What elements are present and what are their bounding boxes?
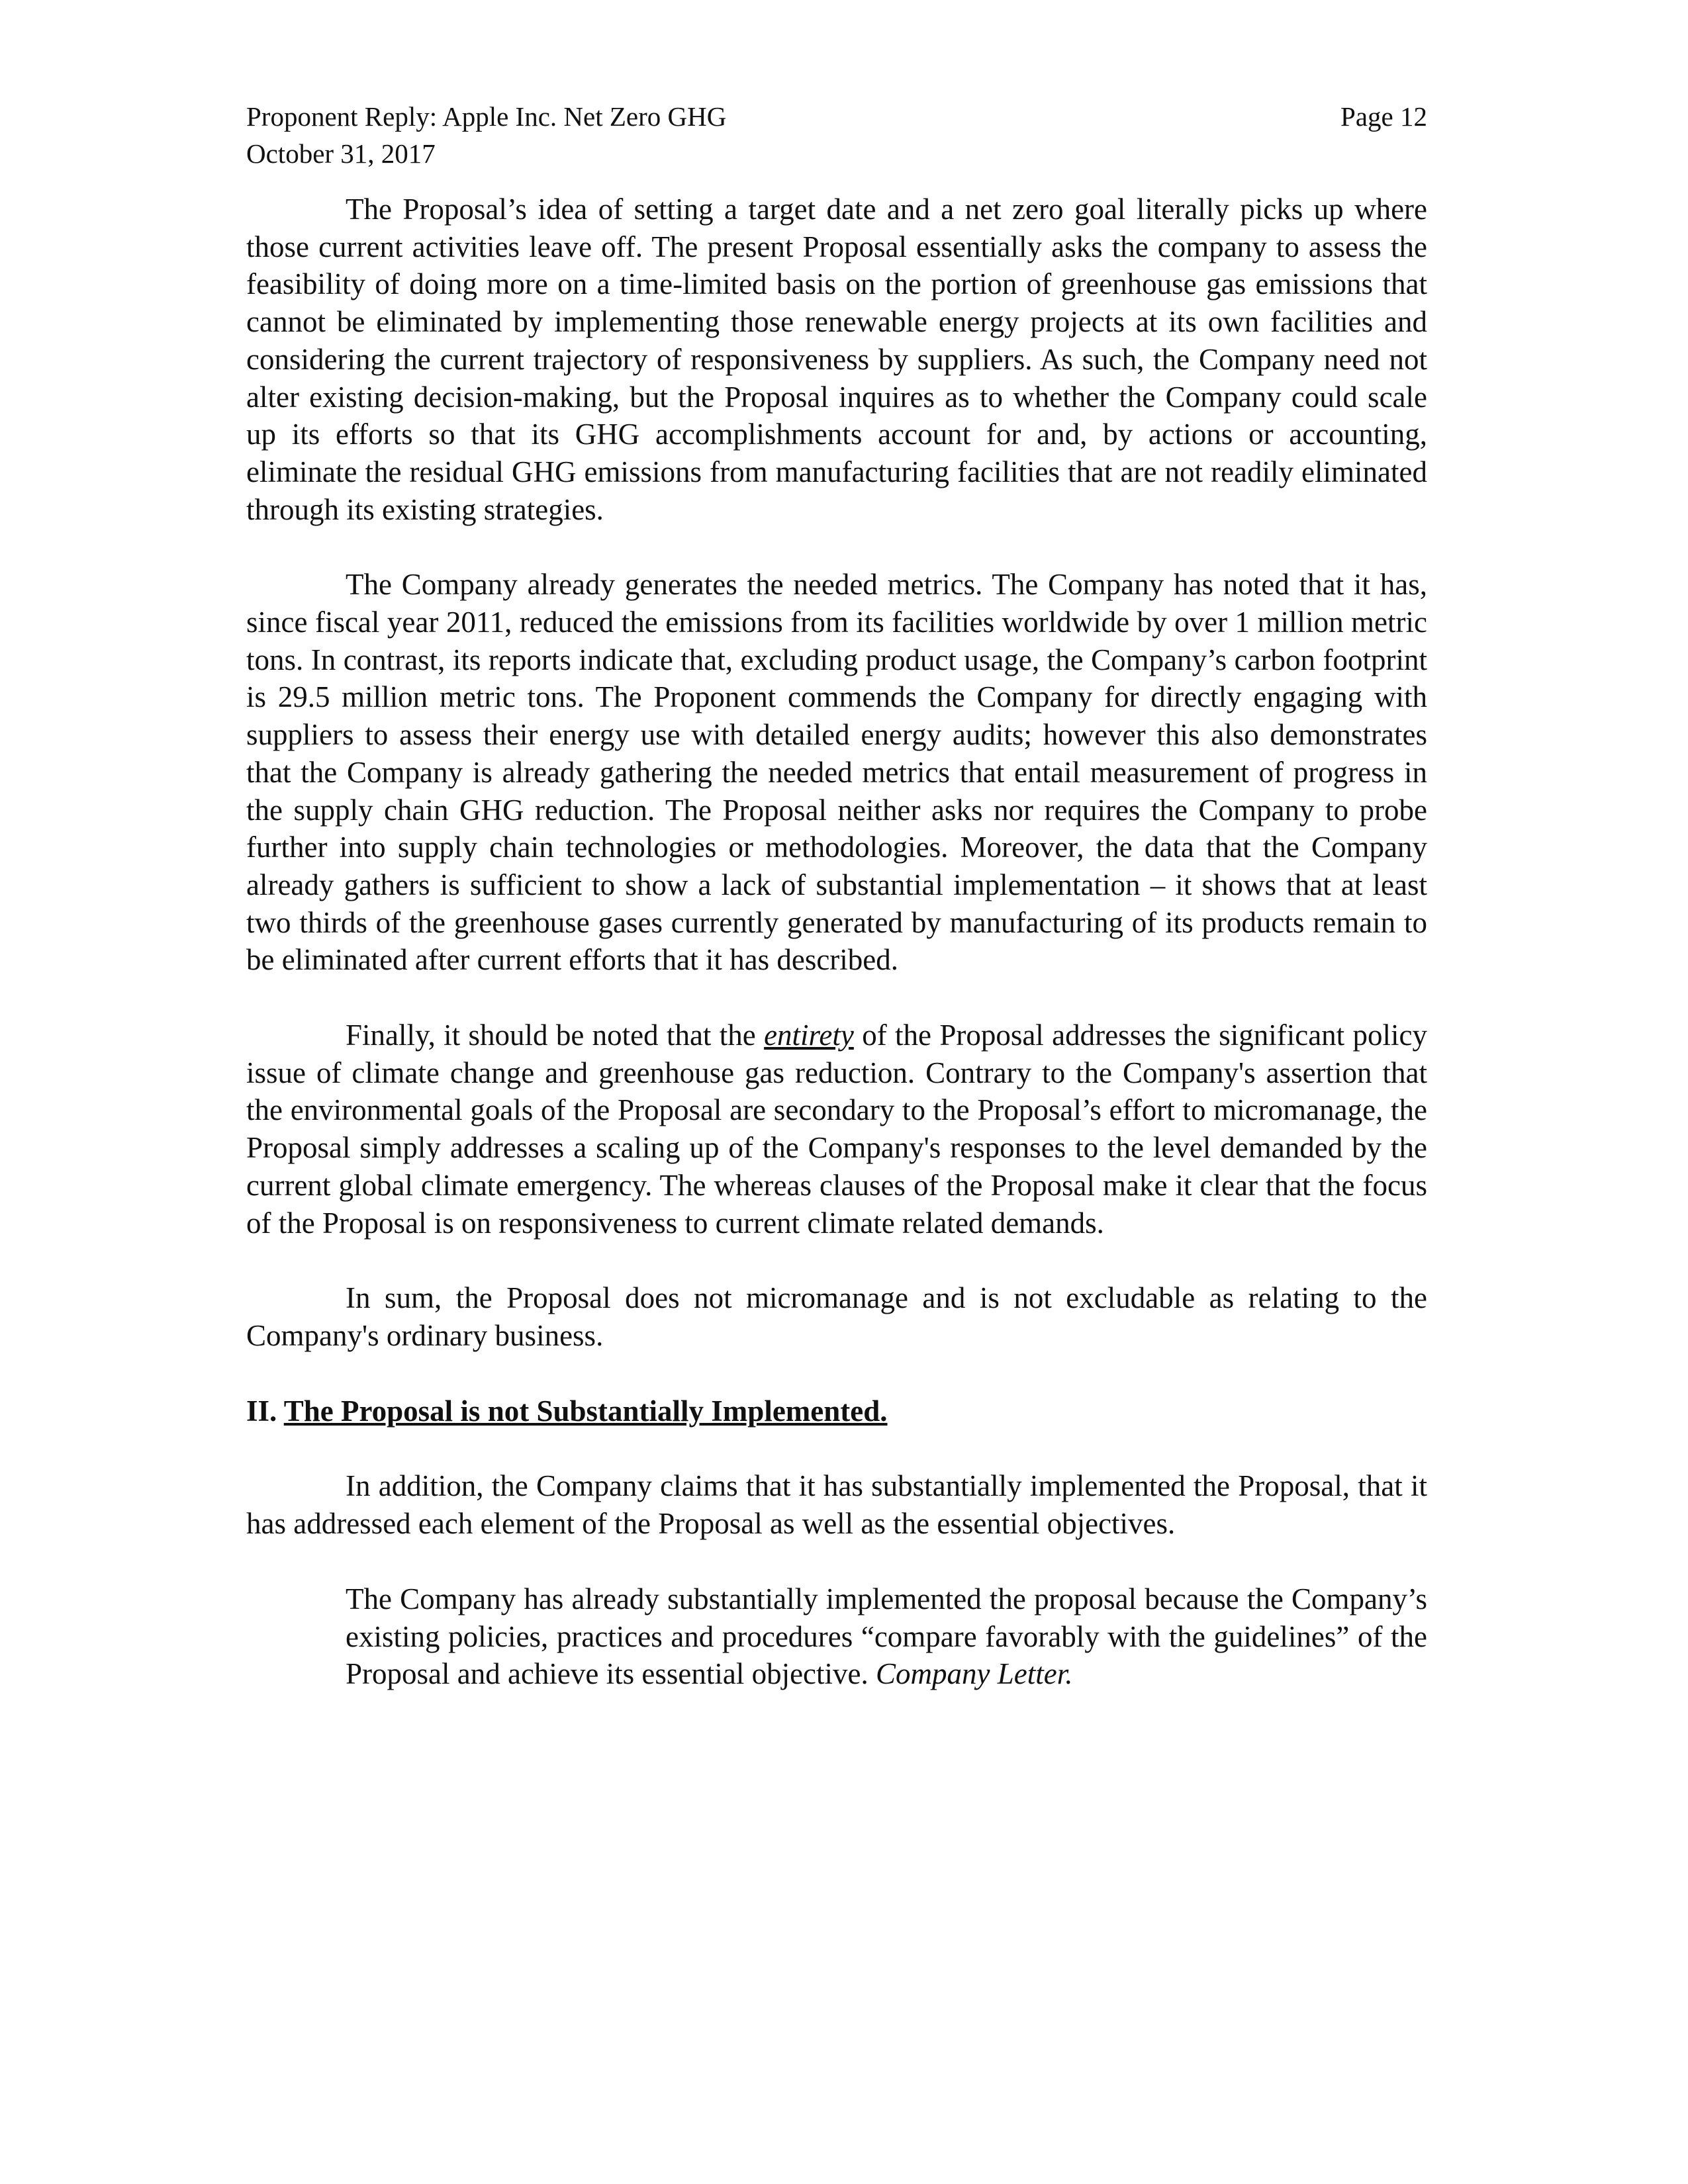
page-content: [246, 98, 1427, 1693]
paragraph-policy-issue-start: Finally, it should be noted that the: [346, 1019, 765, 1052]
section-heading: [246, 1392, 1427, 1430]
section-title: The Proposal is not Substantially Implemented.: [283, 1394, 888, 1428]
paragraph-policy-issue: [246, 1017, 1427, 1242]
quote-citation: Company Letter.: [876, 1657, 1073, 1691]
paragraph-target-date: The Proposal’s idea of setting a target date and a net zero goal literally picks up where those current activities leave off. The present Proposal essentially asks the company to assess the feasibility of doing more on a time-limited basis on the portion of greenhouse gas emissions that cannot be eliminated by implementing those renewable energy projects at its own facilities and considering the current trajectory of responsiveness by suppliers. As such, the Company need not alter existing decision-making, but the Proposal inquires as to whether the Company could scale up its efforts so that its GHG accomplishments account for and, by actions or accounting, eliminate the residual GHG emissions from manufacturing facilities that are not readily eliminated through its existing strategies.: [246, 193, 1427, 526]
emphasis-entirety: entirety: [764, 1019, 854, 1052]
paragraph-company-claims: In addition, the Company claims that it has substantially implemented the Proposal, that it has addressed each element of the Proposal as well as the essential objectives.: [246, 1469, 1427, 1541]
header-title: Proponent Reply: Apple Inc. Net Zero GHG: [246, 101, 727, 132]
quote-text: The Company has already substantially implemented the proposal because the Company’s existing policies, practices and procedures “compare favorably with the guidelines” of the Proposal and achieve its essential objective.: [346, 1582, 1427, 1691]
page-number: Page 12: [1340, 101, 1427, 132]
block-quote: [346, 1580, 1427, 1693]
paragraph-policy-issue-rest: of the Proposal addresses the significant policy issue of climate change and greenhouse gas reduction. Contrary to the Company's assertion that the environmental goals of the Proposal are secondary to the Proposal’s effort to micromanage, the Proposal simply addresses a scaling up of the Company's responses to the level demanded by the current global climate emergency. The whereas clauses of the Proposal make it clear that the focus of the Proposal is on responsiveness to current climate related demands.: [246, 1019, 1427, 1240]
header-date: October 31, 2017: [246, 138, 436, 169]
page-header: [246, 98, 1427, 172]
paragraph-metrics: The Company already generates the needed metrics. The Company has noted that it has, since fiscal year 2011, reduced the emissions from its facilities worldwide by over 1 million metric tons. In contrast, its reports indicate that, excluding product usage, the Company’s carbon footprint is 29.5 million metric tons. The Proponent commends the Company for directly engaging with suppliers to assess their energy use with detailed energy audits; however this also demonstrates that the Company is already gathering the needed metrics that entail measurement of progress in the supply chain GHG reduction. The Proposal neither asks nor requires the Company to probe further into supply chain technologies or methodologies. Moreover, the data that the Company already gathers is sufficient to show a lack of substantial implementation – it shows that at least two thirds of the greenhouse gases currently generated by manufacturing of its products remain to be eliminated after current efforts that it has described.: [246, 568, 1427, 977]
paragraph-in-sum: In sum, the Proposal does not micromanage and is not excludable as relating to the Company's ordinary business.: [246, 1281, 1427, 1352]
section-number: II.: [246, 1394, 277, 1428]
